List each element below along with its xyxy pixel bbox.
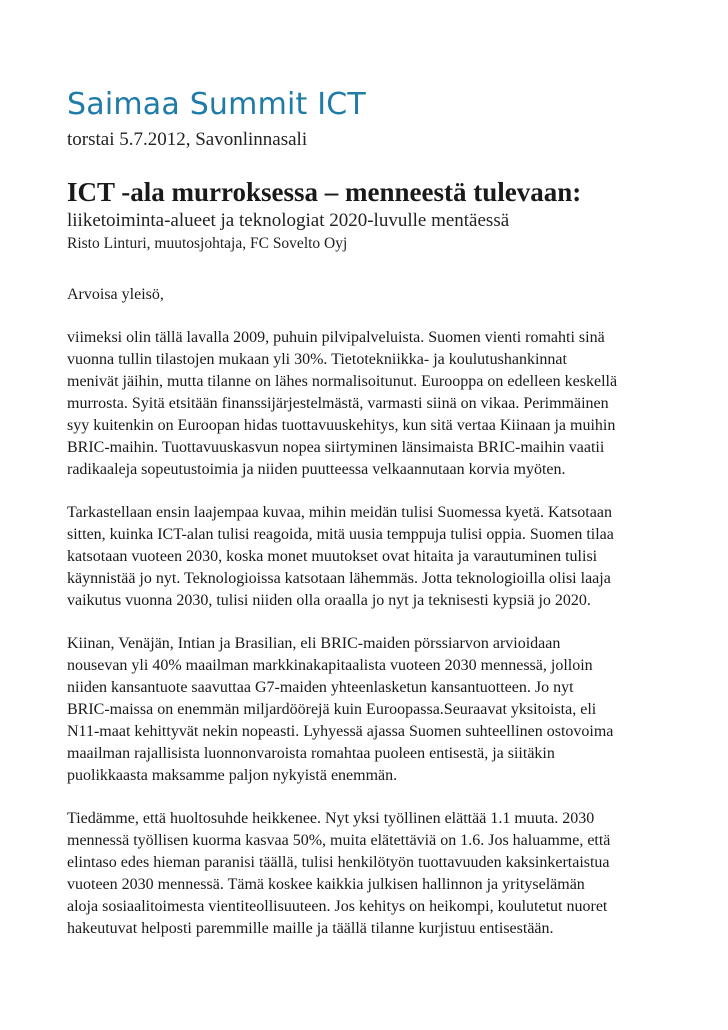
article-author: Risto Linturi, muutosjohtaja, FC Sovelto Oyj [67,235,348,252]
event-date-place: torstai 5.7.2012, Savonlinnasali [67,129,308,150]
article-subheadline: liiketoiminta-alueet ja teknologiat 2020-luvulle mentäessä [67,210,510,231]
salutation: Arvoisa yleisö, [67,286,164,303]
body-paragraph: Tiedämme, että huoltosuhde heikkenee. Nyt yksi työllinen elättää 1.1 muuta. 2030 mennessä työllisen kuorma kasvaa 50%, muita elätettäviä on 1.6. Jos haluamme, että elintaso edes hieman paranisi täällä, tulisi henkilötyön tuottavuuden kaksinkertaistua vuoteen 2030 mennessä. Tämä koskee kaikkia julkisen hallinnon ja yrityselämän aloja sosiaalitoimesta vientiteollisuuteen. Jos kehitys on heikompi, koulutetut nuoret hakeutuvat helposti paremmille maille ja täällä tilanne kurjistuu entisestään. [67,810,611,937]
document-title: Saimaa Summit ICT [67,87,366,122]
body-paragraph: viimeksi olin tällä lavalla 2009, puhuin pilvipalveluista. Suomen vienti romahti sinä vuonna tullin tilastojen mukaan yli 30%. Tietotekniikka- ja koulutushankinnat menivät jäihin, mutta tilanne on lähes normalisoitunut. Eurooppa on edelleen keskellä murrosta. Syitä etsitään finanssijärjestelmästä, varmasti siinä on vikaa. Perimmäinen syy kuitenkin on Euroopan hidas tuottavuuskehitys, kun sitä vertaa Kiinaan ja muihin BRIC-maihin. Tuottavuuskasvun nopea siirtyminen länsimaista BRIC-maihin vaatii radikaaleja sopeutustoimia ja niiden puutteessa velkaannutaan korvia myöten. [67,329,618,478]
body-paragraph: Kiinan, Venäjän, Intian ja Brasilian, eli BRIC-maiden pörssiarvon arvioidaan nousevan yli 40% maailman markkinakapitaalista vuoteen 2030 mennessä, jolloin niiden kansantuote saavuttaa G7-maiden yhteenlasketun kansantuotteen. Jo nyt BRIC-maissa on enemmän miljardöörejä kuin Euroopassa.Seuraavat yksitoista, eli N11-maat kehittyvät nekin nopeasti. Lyhyessä ajassa Suomen suhteellinen ostovoima maailman rajallisista luonnonvaroista romahtaa puoleen entisestä, ja siitäkin puolikkaasta maksamme paljon nykyistä enemmän. [67,635,614,784]
document-page [67,85,667,940]
body-paragraph: Tarkastellaan ensin laajempaa kuvaa, mihin meidän tulisi Suomessa kyetä. Katsotaan sitten, kuinka ICT-alan tulisi reagoida, mitä uusia temppuja tulisi oppia. Suomen tilaa katsotaan vuoteen 2030, koska monet muutokset ovat hitaita ja varautuminen tulisi käynnistää jo nyt. Teknologioissa katsotaan lähemmäs. Jotta teknologioilla olisi laaja vaikutus vuonna 2030, tulisi niiden olla oraalla jo nyt ja teknisesti kypsiä jo 2020. [67,504,614,609]
article-headline: ICT -ala murroksessa – menneestä tulevaan: [67,177,582,207]
